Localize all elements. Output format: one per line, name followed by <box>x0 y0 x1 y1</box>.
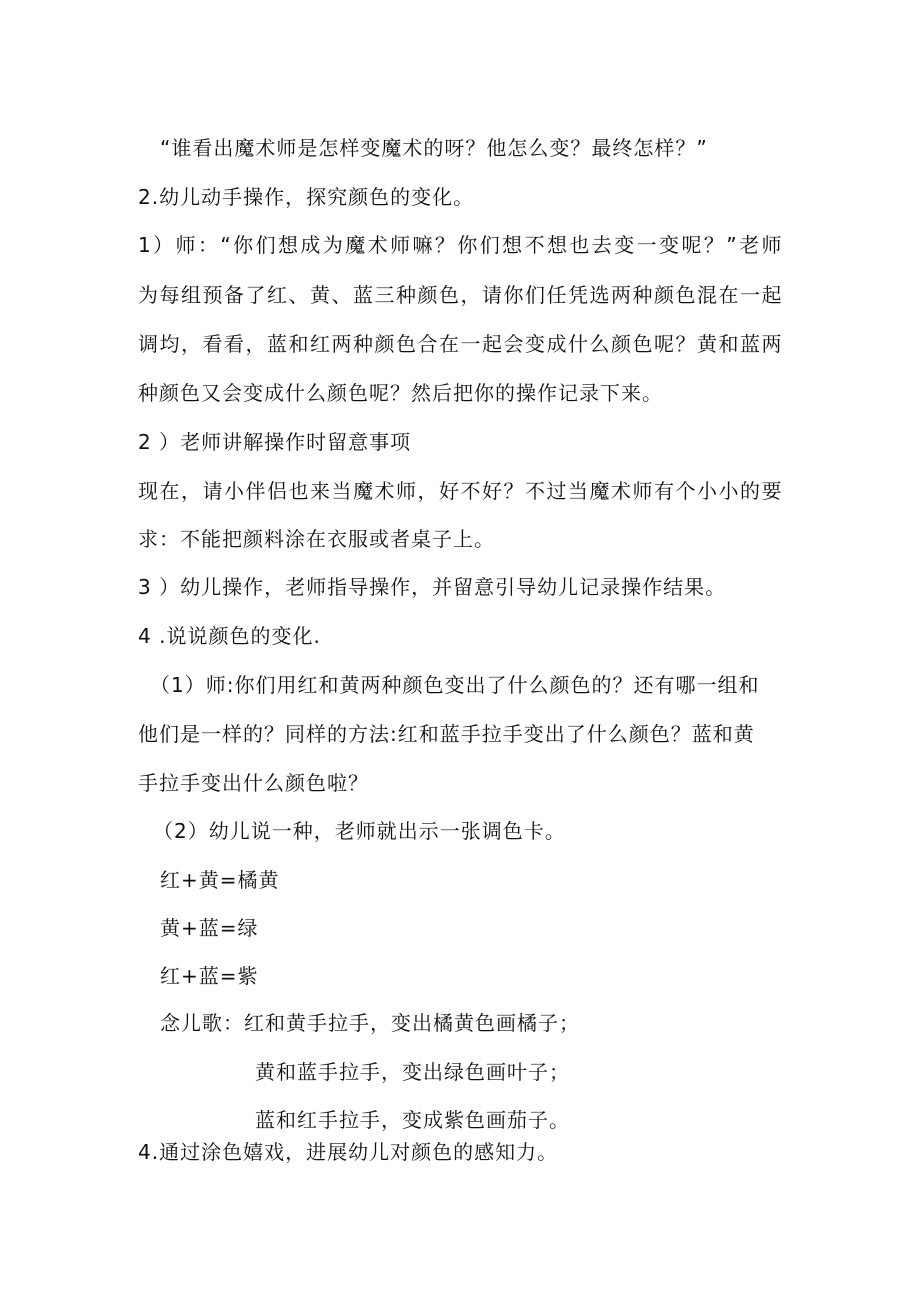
discussion-1-line-2: 他们是一样的？同样的方法:红和蓝手拉手变出了什么颜色？蓝和黄 <box>138 722 755 746</box>
rhyme-line-1: 念儿歌：红和黄手拉手，变出橘黄色画橘子； <box>160 1011 580 1035</box>
step-1-line-1: 1）师：“你们想成为魔术师嘛？你们想不想也去变一变呢？”老师 <box>138 233 783 257</box>
section-2-heading: 2.幼儿动手操作，探究颜色的变化。 <box>138 185 475 209</box>
step-2-heading: 2 ）老师讲解操作时留意事项 <box>138 430 412 454</box>
step-2-line-2: 求：不能把颜料涂在衣服或者桌子上。 <box>138 527 495 551</box>
section-4-heading: 4 .说说颜色的变化. <box>138 624 321 648</box>
quote-line: “谁看出魔术师是怎样变魔术的呀？他怎么变？最终怎样？” <box>160 136 708 160</box>
discussion-1-line-3: 手拉手变出什么颜色啦？ <box>138 771 369 795</box>
step-3-line: 3 ）幼儿操作，老师指导操作，并留意引导幼儿记录操作结果。 <box>138 575 727 599</box>
section-4b-heading: 4.通过涂色嬉戏，进展幼儿对颜色的感知力。 <box>138 1140 559 1164</box>
rhyme-line-2: 黄和蓝手拉手，变出绿色画叶子； <box>255 1060 570 1084</box>
step-1-line-3: 调均，看看，蓝和红两种颜色合在一起会变成什么颜色呢？黄和蓝两 <box>138 332 783 356</box>
step-1-line-4: 种颜色又会变成什么颜色呢？然后把你的操作记录下来。 <box>138 381 663 405</box>
discussion-1-line-1: （1）师:你们用红和黄两种颜色变出了什么颜色的？还有哪一组和 <box>150 673 760 697</box>
color-mix-red-yellow: 红+黄=橘黄 <box>160 868 280 892</box>
color-mix-yellow-blue: 黄+蓝=绿 <box>160 916 259 940</box>
color-mix-red-blue: 红+蓝=紫 <box>160 964 259 988</box>
rhyme-line-3: 蓝和红手拉手，变成紫色画茄子。 <box>255 1108 570 1132</box>
discussion-2-line: （2）幼儿说一种，老师就出示一张调色卡。 <box>153 819 566 843</box>
step-2-line-1: 现在，请小伴侣也来当魔术师，好不好？不过当魔术师有个小小的要 <box>138 479 783 503</box>
step-1-line-2: 为每组预备了红、黄、蓝三种颜色，请你们任凭选两种颜色混在一起 <box>138 283 783 307</box>
